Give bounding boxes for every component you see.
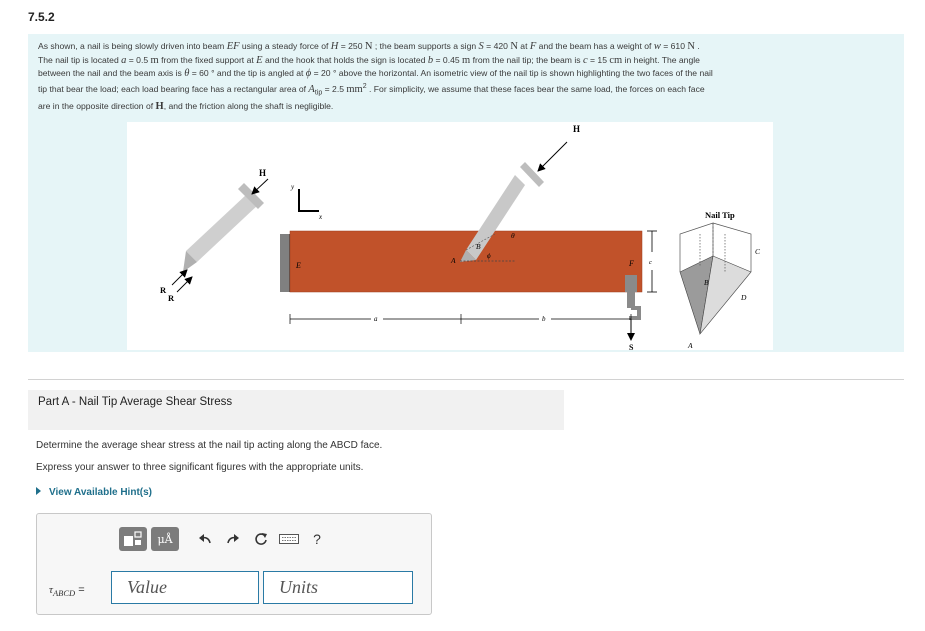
redo-button[interactable] [219,527,247,551]
label-R1: R [160,285,167,295]
ab-dimension [290,314,631,324]
templates-icon [123,531,143,547]
undo-icon [198,533,212,545]
reaction-arrow-2 [177,277,192,292]
label-theta: θ [511,231,515,240]
fixed-wall [281,234,289,292]
intro-text [38,40,896,114]
expand-triangle-icon [36,487,41,495]
nail-tip-title: Nail Tip [705,210,735,220]
question-text: Determine the average shear stress at the nail tip acting along the ABCD face. [36,440,383,451]
beam-EF [290,231,642,292]
intro-line-5: are in the opposite direction of H, and the friction along the shaft is negligible. [38,100,334,112]
reset-button[interactable] [247,527,275,551]
nail-tip-isometric [680,223,751,334]
label-B: B [476,242,481,251]
intro-line-3: between the nail and the beam axis is θ = 60 ° and the tip is angled at ϕ = 20 ° above the horizontal. An isometric view of the nail tip is shown highlighting the two faces of the nail [38,68,713,80]
view-hints-link[interactable] [36,487,152,498]
label-y: y [291,183,295,191]
answer-box [36,513,432,615]
value-input[interactable] [111,571,259,604]
intro-line-4: tip that bear the load; each load bearing face has a rectangular area of $A_{tip} = 2.5$ $mm^2$ . For simplicity, we assume that these faces bear the same load, the forces on each face [38,82,705,97]
reset-icon [254,532,268,546]
units-input[interactable] [263,571,413,604]
tau-abcd-label: $\tau_{ABCD}$ = [49,584,85,599]
hook [625,275,639,318]
iso-label-D: D [741,293,747,302]
label-x: x [319,213,323,221]
keyboard-button[interactable] [275,527,303,551]
label-F: F [629,259,634,268]
help-button[interactable]: ? [313,531,321,547]
label-R2: R [168,293,175,303]
label-a: a [374,315,378,323]
redo-icon [226,533,240,545]
label-b: b [542,315,546,323]
intro-line-2: The nail tip is located a = 0.5 m from the fixed support at E and the hook that holds the sign is located b = 0.45 m from the nail tip; the beam is c = 15 cm in height. The angle [38,54,700,66]
equation-toolbar [119,526,331,552]
left-nail [183,183,264,272]
undo-button[interactable] [191,527,219,551]
left-force-arrow [252,179,268,194]
label-phi: ϕ [487,252,491,260]
label-A: A [451,256,456,265]
iso-label-C: C [755,247,761,256]
label-E: E [296,261,301,270]
templates-button[interactable] [119,527,147,551]
intro-line-1: As shown, a nail is being slowly driven into beam EF using a steady force of H = 250 N ; the beam supports a sign S = 420 N at F and the beam has a weight of w = 610 N . [38,41,700,52]
label-c: c [649,259,652,266]
hints-label: View Available Hint(s) [49,487,152,498]
part-a-header[interactable] [28,390,564,430]
beam-nail-figure [127,122,773,350]
instruction-text: Express your answer to three significant figures with the appropriate units. [36,462,364,473]
keyboard-icon [279,534,299,544]
label-S: S [629,343,634,350]
part-a-label: Part A - Nail Tip Average Shear Stress [38,396,233,408]
nail-force-arrow [538,142,567,171]
reaction-arrow-1 [172,270,187,285]
label-H-top: H [573,124,581,134]
coordinate-axes [298,189,319,211]
symbols-label: μÅ [157,532,173,546]
label-H-left: H [259,168,267,178]
iso-label-B: B [704,278,709,287]
iso-label-A: A [688,341,693,350]
section-divider [28,379,904,380]
symbols-button[interactable] [151,527,179,551]
problem-number: 7.5.2 [28,10,55,24]
